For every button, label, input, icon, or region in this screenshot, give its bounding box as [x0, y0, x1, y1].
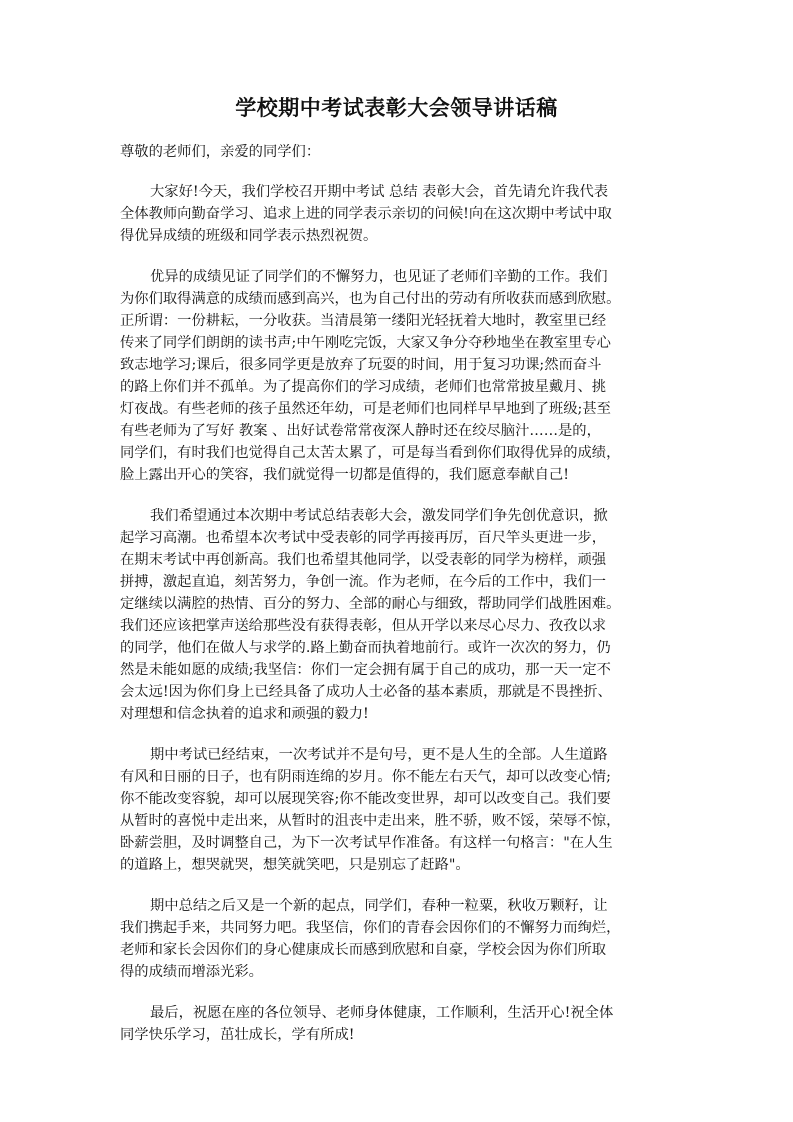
paragraph-line: 的同学，他们在做人与求学的.路上勤奋而执着地前行。或许一次次的努力，仍 [120, 640, 611, 656]
paragraph-line: 致志地学习;课后，很多同学更是放弃了玩耍的时间，用于复习功课;然而奋斗 [120, 357, 602, 373]
paragraph-line: 得优异成绩的班级和同学表示热烈祝贺。 [120, 228, 378, 244]
paragraph-line: 然是未能如愿的成绩;我坚信：你们一定会拥有属于自己的成功，那一天一定不 [120, 662, 611, 678]
paragraph-line: 最后，祝愿在座的各位领导、老师身体健康，工作顺利，生活开心!祝全体 [150, 1005, 614, 1021]
paragraph-exam-over [120, 744, 680, 876]
paragraph-line: 得的成绩而增添光彩。 [120, 964, 263, 980]
paragraph-line: 我们携起手来，共同努力吧。我坚信，你们的青春会因你们的不懈努力而绚烂， [120, 920, 621, 936]
paragraph-line: 老师和家长会因你们的身心健康成长而感到欣慰和自豪，学校会因为你们所取 [120, 942, 607, 958]
paragraph-line: 会太远!因为你们身上已经具备了成功人士必备的基本素质，那就是不畏挫折、 [120, 684, 612, 700]
paragraph-line: 期中考试已经结束，一次考试并不是句号，更不是人生的全部。人生道路 [150, 747, 608, 763]
paragraph-line: 为你们取得满意的成绩而感到高兴，也为自己付出的劳动有所收获而感到欣慰。 [120, 291, 621, 307]
paragraph-line: 大家好!今天，我们学校召开期中考试 总结 表彰大会，首先请允许我代表 [150, 184, 609, 200]
paragraph-opening [120, 181, 680, 247]
paragraph-line: 脸上露出开心的笑容，我们就觉得一切都是值得的，我们愿意奉献自己! [120, 467, 569, 483]
paragraph-line: 优异的成绩见证了同学们的不懈努力，也见证了老师们辛勤的工作。我们 [150, 269, 608, 285]
paragraph-line: 在期末考试中再创新高。我们也希望其他同学，以受表彰的同学为榜样，顽强 [120, 552, 607, 568]
paragraph-line: 的路上你们并不孤单。为了提高你们的学习成绩，老师们也常常披星戴月、挑 [120, 379, 607, 395]
paragraph-line: 从暂时的喜悦中走出来，从暂时的沮丧中走出来，胜不骄，败不馁，荣辱不惊， [120, 813, 621, 829]
paragraph-line: 同学快乐学习，茁壮成长，学有所成! [120, 1027, 355, 1043]
paragraph-line: 全体教师向勤奋学习、追求上进的同学表示亲切的问候!向在这次期中考试中取 [120, 206, 612, 222]
paragraph-line: 我们还应该把掌声送给那些没有获得表彰，但从开学以来尽心尽力、孜孜以求 [120, 618, 607, 634]
paragraph-new-start [120, 895, 680, 983]
paragraph-line: 我们希望通过本次期中考试总结表彰大会，激发同学们争先创优意识，掀 [150, 508, 608, 524]
paragraph-line: 正所谓：一份耕耘，一分收获。当清晨第一缕阳光轻抚着大地时，教室里已经 [120, 313, 607, 329]
paragraph-line: 对理想和信念执着的追求和顽强的毅力! [120, 706, 369, 722]
paragraph-closing [120, 1002, 680, 1046]
document-title: 学校期中考试表彰大会领导讲话稿 [235, 95, 558, 120]
paragraph-line: 拼搏，激起直追，刻苦努力，争创一流。作为老师，在今后的工作中，我们一 [120, 574, 607, 590]
paragraph-line: 的道路上，想哭就哭，想笑就笑吧，只是别忘了赶路"。 [120, 857, 470, 873]
paragraph-line: 期中总结之后又是一个新的起点，同学们，春种一粒粟，秋收万颗籽，让 [150, 898, 608, 914]
document-body [120, 141, 680, 1065]
paragraph-hopes [120, 505, 680, 725]
paragraph-line: 同学们，有时我们也觉得自己太苦太累了，可是每当看到你们取得优异的成绩， [120, 445, 621, 461]
paragraph-line: 传来了同学们朗朗的读书声;中午刚吃完饭，大家又争分夺秒地坐在教室里专心 [120, 335, 611, 351]
paragraph-efforts [120, 266, 680, 486]
paragraph-line: 有风和日丽的日子，也有阴雨连绵的岁月。你不能左右天气，却可以改变心情; [120, 769, 611, 785]
paragraph-line: 定继续以满腔的热情、百分的努力、全部的耐心与细致，帮助同学们战胜困难。 [120, 596, 621, 612]
greeting: 尊敬的老师们，亲爱的同学们： [120, 144, 321, 160]
paragraph-line: 有些老师为了写好 教案 、出好试卷常常夜深人静时还在绞尽脑汁……是的， [120, 423, 601, 439]
paragraph-line: 灯夜战。有些老师的孩子虽然还年幼，可是老师们也同样早早地到了班级;甚至 [120, 401, 611, 417]
paragraph-line: 你不能改变容貌，却可以展现笑容;你不能改变世界，却可以改变自己。我们要 [120, 791, 611, 807]
paragraph-line: 起学习高潮。也希望本次考试中受表彰的同学再接再厉，百尺竿头更进一步， [120, 530, 607, 546]
paragraph-line: 卧薪尝胆，及时调整自己，为下一次考试早作准备。有这样一句格言："在人生 [120, 835, 613, 851]
